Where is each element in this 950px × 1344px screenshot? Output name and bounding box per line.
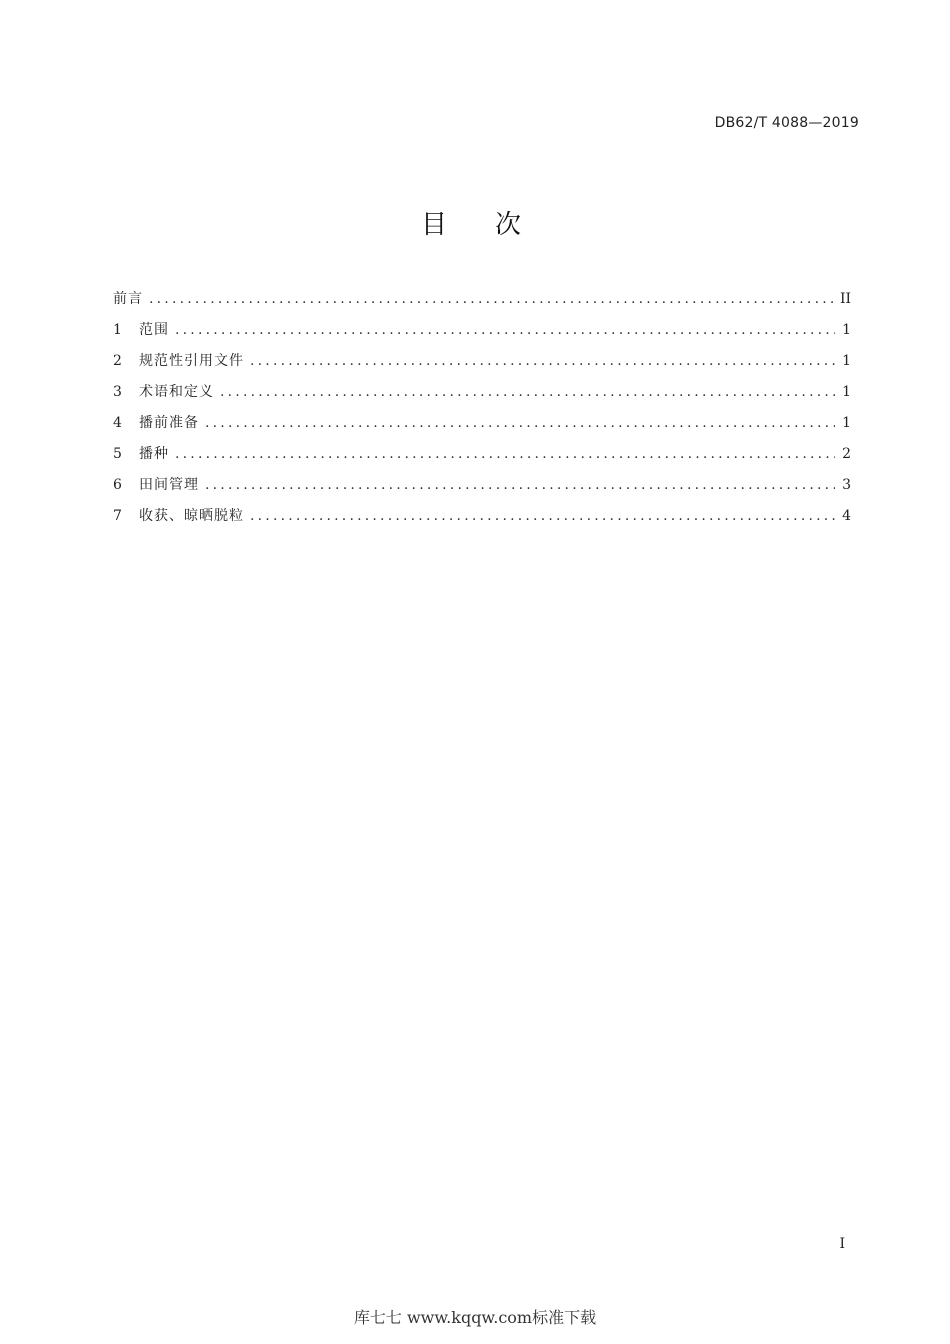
toc-entry-foreword[interactable] bbox=[113, 284, 851, 315]
toc-entry-label: 播种 bbox=[139, 446, 169, 462]
toc-entry-page: 1 bbox=[842, 415, 851, 431]
toc-entry-number: 2 bbox=[113, 353, 122, 369]
toc-entry-page: 4 bbox=[842, 508, 851, 524]
toc-entry-label: 范围 bbox=[139, 322, 169, 338]
toc-dot-leader bbox=[250, 346, 835, 377]
toc-entry-terms-definitions[interactable] bbox=[113, 377, 851, 408]
toc-dot-leader bbox=[220, 377, 835, 408]
toc-entry-page: 1 bbox=[842, 353, 851, 369]
toc-entry-number: 3 bbox=[113, 384, 122, 400]
page-number: I bbox=[839, 1236, 845, 1252]
toc-entry-label: 前言 bbox=[113, 291, 143, 307]
toc-entry-sowing[interactable] bbox=[113, 439, 851, 470]
toc-entry-number: 7 bbox=[113, 508, 122, 524]
toc-entry-label: 收获、晾晒脱粒 bbox=[139, 508, 244, 524]
toc-entry-label: 规范性引用文件 bbox=[139, 353, 244, 369]
toc-entry-scope[interactable] bbox=[113, 315, 851, 346]
toc-entry-field-management[interactable] bbox=[113, 470, 851, 501]
table-of-contents bbox=[113, 284, 851, 532]
watermark-text: 库七七 www.kqqw.com标准下载 bbox=[353, 1308, 597, 1327]
toc-entry-number: 6 bbox=[113, 477, 122, 493]
toc-entry-page: 1 bbox=[842, 322, 851, 338]
toc-entry-label: 田间管理 bbox=[139, 477, 199, 493]
toc-entry-number: 5 bbox=[113, 446, 122, 462]
toc-entry-number: 4 bbox=[113, 415, 122, 431]
toc-entry-page: II bbox=[839, 291, 851, 307]
toc-entry-page: 2 bbox=[842, 446, 851, 462]
toc-entry-page: 3 bbox=[842, 477, 851, 493]
toc-dot-leader bbox=[205, 408, 835, 439]
toc-dot-leader bbox=[175, 439, 835, 470]
toc-dot-leader bbox=[205, 470, 835, 501]
toc-entry-normative-references[interactable] bbox=[113, 346, 851, 377]
toc-dot-leader bbox=[175, 315, 835, 346]
toc-entry-page: 1 bbox=[842, 384, 851, 400]
document-code: DB62/T 4088—2019 bbox=[714, 115, 859, 131]
toc-entry-pre-sowing[interactable] bbox=[113, 408, 851, 439]
toc-entry-label: 播前准备 bbox=[139, 415, 199, 431]
toc-entry-number: 1 bbox=[113, 322, 122, 338]
toc-dot-leader bbox=[250, 501, 835, 532]
toc-dot-leader bbox=[149, 284, 834, 315]
toc-title: 目次 bbox=[420, 210, 569, 240]
toc-entry-harvest[interactable] bbox=[113, 501, 851, 532]
toc-entry-label: 术语和定义 bbox=[139, 384, 214, 400]
